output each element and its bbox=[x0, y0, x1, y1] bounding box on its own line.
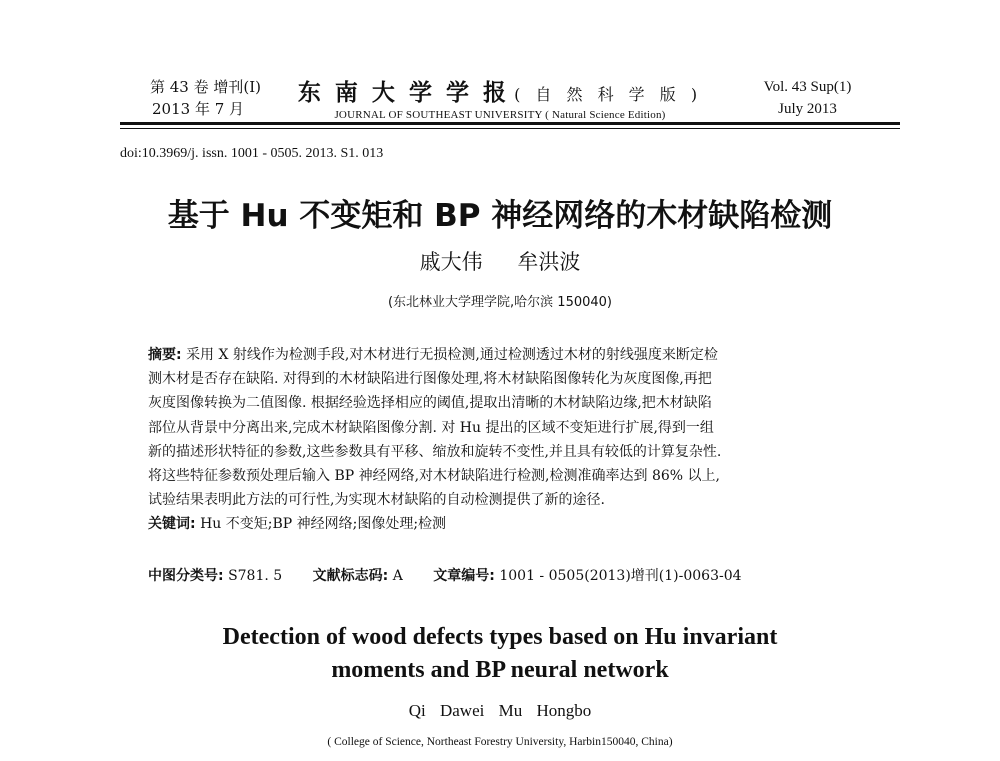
abstract-line: 测木材是否存在缺陷. 对得到的木材缺陷进行图像处理,将木材缺陷图像转化为灰度图像,再把 bbox=[148, 371, 712, 388]
affiliation-cn: (东北林业大学理学院,哈尔滨 150040) bbox=[387, 295, 613, 310]
paper-title-en bbox=[0, 621, 1000, 687]
keywords-line bbox=[148, 512, 883, 536]
classification-line bbox=[148, 565, 742, 585]
authors-en: Qi Dawei Mu Hongbo bbox=[408, 701, 592, 720]
journal-name-en: JOURNAL OF SOUTHEAST UNIVERSITY ( Natural Science Edition) bbox=[334, 109, 666, 121]
volume-cn: 第 43 卷 增刊(Ⅰ) bbox=[150, 78, 262, 96]
abstract-label: 摘要: bbox=[148, 347, 182, 363]
abstract bbox=[148, 343, 883, 537]
affiliation-en: ( College of Science, Northeast Forestry University, Harbin150040, China) bbox=[327, 736, 673, 748]
paper-title-cn: 基于 Hu 不变矩和 BP 神经网络的木材缺陷检测 bbox=[167, 198, 833, 234]
date-en: July 2013 bbox=[778, 101, 837, 117]
doc-code-label: 文献标志码: bbox=[312, 568, 389, 584]
date-cn: 2013 年 7 月 bbox=[152, 100, 245, 118]
abstract-line: 部位从背景中分离出来,完成木材缺陷图像分割. 对 Hu 提出的区域不变矩进行扩展,得到一组 bbox=[148, 419, 714, 436]
article-number-value: 1001 - 0505(2013)增刊(1)-0063-04 bbox=[499, 568, 742, 584]
header-rule-thick bbox=[120, 122, 900, 125]
doi: doi:10.3969/j. issn. 1001 - 0505. 2013. S1. 013 bbox=[120, 146, 384, 161]
keywords-value: Hu 不变矩;BP 神经网络;图像处理;检测 bbox=[200, 516, 447, 533]
clc-value: S781. 5 bbox=[228, 568, 283, 584]
clc-label: 中图分类号: bbox=[148, 568, 224, 584]
article-number-label: 文章编号: bbox=[433, 568, 495, 584]
abstract-text: 采用 X 射线作为检测手段,对木材进行无损检测,通过检测透过木材的射线强度来断定检 bbox=[186, 347, 718, 363]
authors-cn: 戚大伟 牟洪波 bbox=[419, 250, 581, 274]
volume-en: Vol. 43 Sup(1) bbox=[763, 79, 852, 95]
paper-title-en-line1: Detection of wood defects types based on Hu invariant bbox=[222, 624, 778, 650]
journal-edition-cn: ( 自 然 科 学 版 ) bbox=[514, 85, 703, 104]
abstract-line: 试验结果表明此方法的可行性,为实现木材缺陷的自动检测提供了新的途径. bbox=[148, 492, 605, 509]
header-issue-block bbox=[745, 76, 870, 120]
abstract-line: 新的描述形状特征的参数,这些参数具有平移、缩放和旋转不变性,并且具有较低的计算复杂性. bbox=[148, 443, 722, 460]
abstract-line: 将这些特征参数预处理后输入 BP 神经网络,对木材缺陷进行检测,检测准确率达到 86% 以上, bbox=[148, 468, 720, 485]
keywords-label: 关键词: bbox=[148, 516, 196, 533]
paper-title-en-line2: moments and BP neural network bbox=[331, 657, 669, 683]
doc-code-value: A bbox=[392, 568, 403, 584]
journal-name-cn: 东 南 大 学 学 报 bbox=[297, 80, 509, 106]
header-rule-thin bbox=[120, 128, 900, 129]
abstract-line bbox=[148, 343, 883, 367]
abstract-line: 灰度图像转换为二值图像. 根据经验选择相应的阈值,提取出清晰的木材缺陷边缘,把木材缺陷 bbox=[148, 395, 712, 412]
